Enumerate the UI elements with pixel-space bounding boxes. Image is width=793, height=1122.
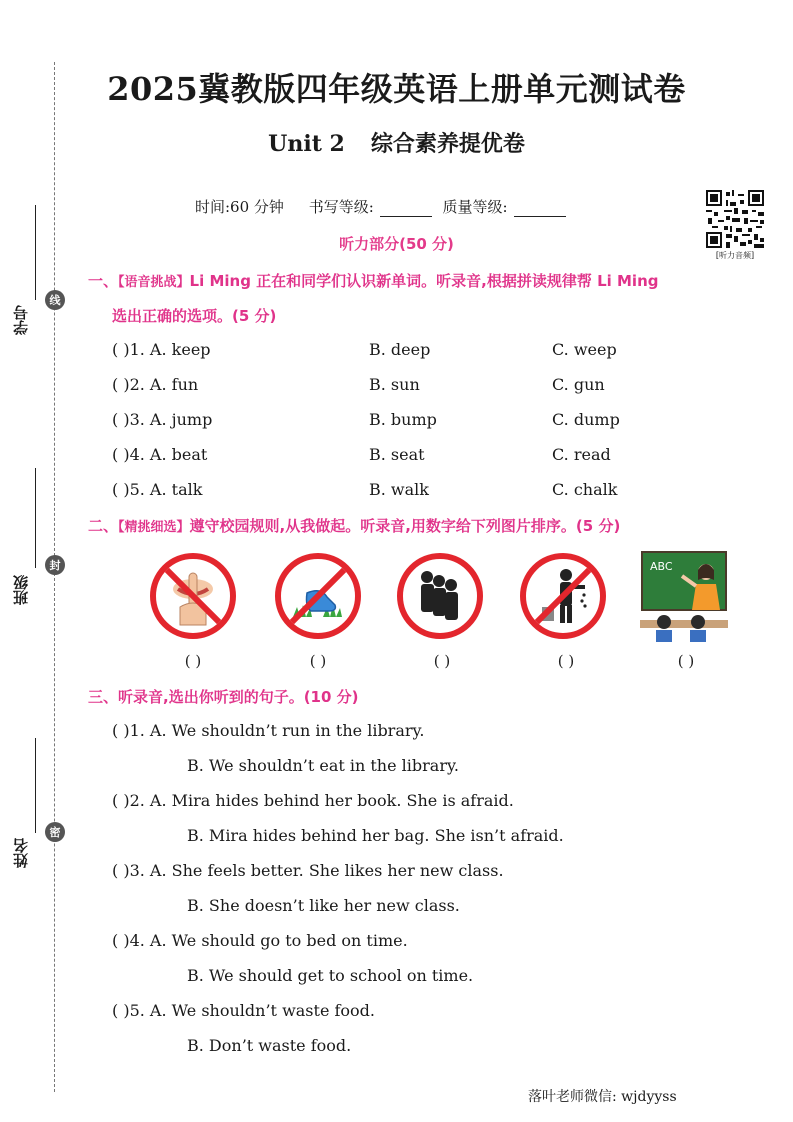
name-line <box>35 738 36 833</box>
s3-q4-option-a[interactable]: ( )4. A. We should go to bed on time. <box>112 931 408 950</box>
quality-grade-label: 质量等级: <box>442 198 508 216</box>
writing-grade-label: 书写等级: <box>308 198 374 216</box>
no-walking-on-grass-sign-icon <box>275 553 361 639</box>
section2-tag: 【精挑细选】 <box>118 520 190 535</box>
section1-instruction: Li Ming 正在和同学们认识新单词。听录音,根据拼读规律帮 Li Ming <box>189 272 659 290</box>
s1-q4-option-c[interactable]: C. read <box>552 445 611 464</box>
s1-q1-option-a[interactable]: ( )1. A. keep <box>112 340 211 359</box>
s1-q5-option-a[interactable]: ( )5. A. talk <box>112 480 203 499</box>
pic5-answer-blank[interactable]: ( ) <box>677 652 695 670</box>
unit-subtitle <box>0 127 793 158</box>
s1-q1-option-b[interactable]: B. deep <box>369 340 431 359</box>
s1-q2-option-c[interactable]: C. gun <box>552 375 605 394</box>
qr-caption: [听力音频] <box>715 251 755 260</box>
name-label: 姓名 <box>12 838 30 868</box>
binding-dashed-line <box>54 62 55 1092</box>
s1-q3-option-a[interactable]: ( )3. A. jump <box>112 410 213 429</box>
s3-q2-option-a[interactable]: ( )2. A. Mira hides behind her book. She is afraid. <box>112 791 514 810</box>
s1-q1-option-c[interactable]: C. weep <box>552 340 617 359</box>
s1-q5-option-b[interactable]: B. walk <box>369 480 429 499</box>
section3-title: 三、听录音,选出你听到的句子。(10 分) <box>88 688 359 706</box>
pic4-answer-blank[interactable]: ( ) <box>557 652 575 670</box>
no-talking-sign-icon <box>150 553 236 639</box>
section2-title <box>88 515 620 536</box>
s1-q3-option-c[interactable]: C. dump <box>552 410 620 429</box>
time-limit: 时间:60 分钟 <box>195 198 284 216</box>
s1-q4-option-b[interactable]: B. seat <box>369 445 425 464</box>
seal-mark-xian: 线 <box>45 290 65 310</box>
paper-type: 综合素养提优卷 <box>370 131 525 157</box>
section2-number: 二、 <box>88 517 119 535</box>
s1-q3-option-b[interactable]: B. bump <box>369 410 437 429</box>
s1-q2-option-a[interactable]: ( )2. A. fun <box>112 375 199 394</box>
s3-q1-option-b[interactable]: B. We shouldn’t eat in the library. <box>187 756 459 775</box>
page-title: 2025冀教版四年级英语上册单元测试卷 <box>107 70 686 108</box>
section1-number: 一、 <box>88 272 119 290</box>
s3-q5-option-b[interactable]: B. Don’t waste food. <box>187 1036 352 1055</box>
blackboard-text: ABC <box>650 560 673 573</box>
student-id-label: 学号 <box>12 305 30 335</box>
footer-contact: 落叶老师微信: wjdyyss <box>528 1089 677 1105</box>
s1-q4-option-a[interactable]: ( )4. A. beat <box>112 445 208 464</box>
pic2-answer-blank[interactable]: ( ) <box>309 652 327 670</box>
no-littering-sign-icon <box>520 553 606 639</box>
pic3-answer-blank[interactable]: ( ) <box>433 652 451 670</box>
class-label: 班级 <box>12 575 30 605</box>
writing-grade-blank[interactable] <box>380 202 432 217</box>
section1-title <box>88 270 659 291</box>
section1-title-line2: 选出正确的选项。(5 分) <box>112 307 277 325</box>
section2-instruction: 遵守校园规则,从我做起。听录音,用数字给下列图片排序。(5 分) <box>189 517 621 535</box>
exam-meta <box>195 196 572 217</box>
s3-q2-option-b[interactable]: B. Mira hides behind her bag. She isn’t afraid. <box>187 826 564 845</box>
pic1-answer-blank[interactable]: ( ) <box>184 652 202 670</box>
seal-mark-feng: 封 <box>45 555 65 575</box>
s3-q5-option-a[interactable]: ( )5. A. We shouldn’t waste food. <box>112 1001 376 1020</box>
seal-mark-mi: 密 <box>45 822 65 842</box>
listening-section-heading: 听力部分(50 分) <box>339 235 454 253</box>
s3-q3-option-a[interactable]: ( )3. A. She feels better. She likes her new class. <box>112 861 504 880</box>
line-up-sign-icon <box>397 553 483 639</box>
unit-label: Unit 2 <box>268 131 345 157</box>
class-line <box>35 468 36 568</box>
s1-q5-option-c[interactable]: C. chalk <box>552 480 618 499</box>
s3-q1-option-a[interactable]: ( )1. A. We shouldn’t run in the library. <box>112 721 425 740</box>
teacher-blackboard-illustration <box>640 550 730 645</box>
section1-tag: 【语音挑战】 <box>118 275 190 290</box>
s3-q4-option-b[interactable]: B. We should get to school on time. <box>187 966 474 985</box>
quality-grade-blank[interactable] <box>514 202 566 217</box>
s3-q3-option-b[interactable]: B. She doesn’t like her new class. <box>187 896 460 915</box>
s1-q2-option-b[interactable]: B. sun <box>369 375 420 394</box>
